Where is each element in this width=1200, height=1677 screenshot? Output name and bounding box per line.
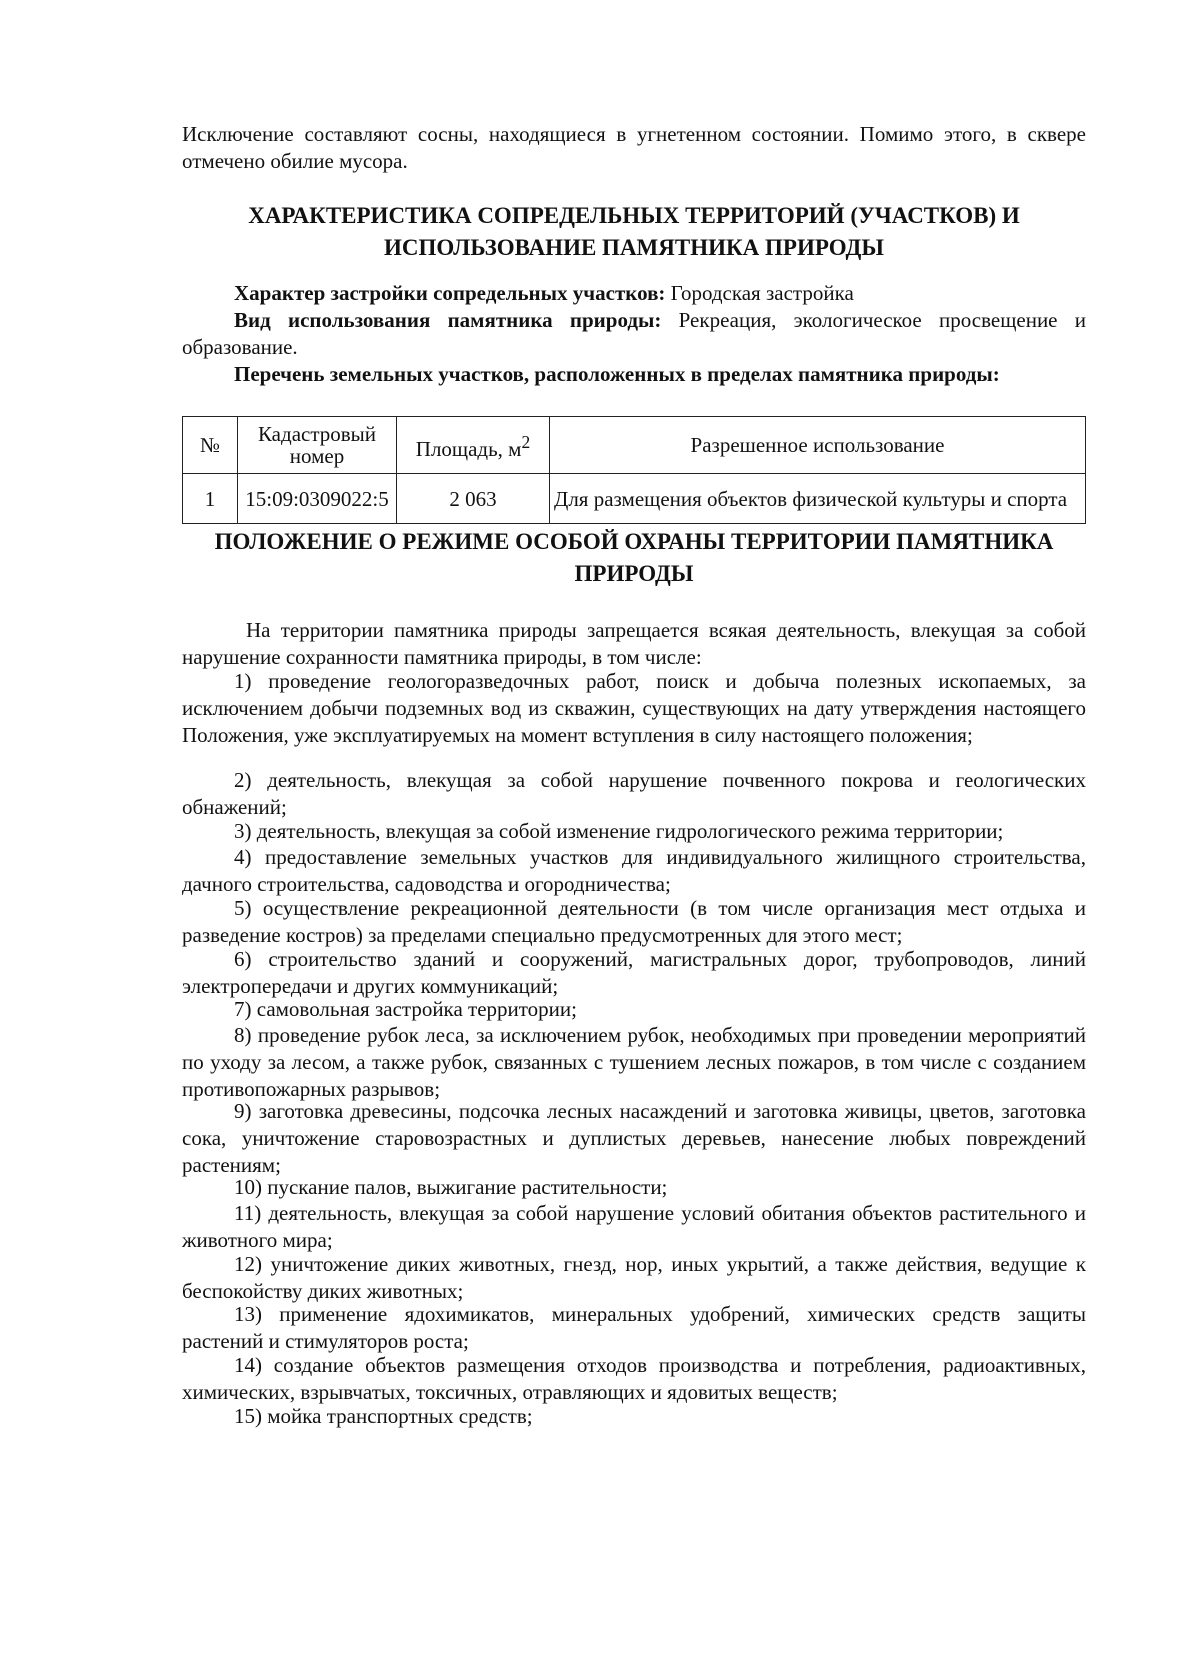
usage-value: Рекреация, экологическое просвещение и образование. — [182, 308, 1086, 359]
list-item: 11) деятельность, влекущая за собой нарушение условий обитания объектов растительного и животного мира; — [182, 1201, 1086, 1252]
header-area — [397, 417, 550, 474]
list-item: 6) строительство зданий и сооружений, магистральных дорог, трубопроводов, линий электропередачи и других коммуникаций; — [182, 947, 1086, 998]
header-cadastral: Кадастровый номер — [238, 417, 397, 474]
list-item: 9) заготовка древесины, подсочка лесных насаждений и заготовка живицы, цветов, заготовка сока, уничтожение старовозрастных и дуплистых деревьев, нанесение любых повреждений растениям; — [182, 1099, 1086, 1177]
list-item: 5) осуществление рекреационной деятельности (в том числе организация мест отдыха и разведение костров) за пределами специально предусмотренных для этого мест; — [182, 896, 1086, 947]
cell-usage: Для размещения объектов физической культуры и спорта — [550, 474, 1086, 524]
header-usage: Разрешенное использование — [550, 417, 1086, 474]
list-item: 13) применение ядохимикатов, минеральных удобрений, химических средств защиты растений и стимуляторов роста; — [182, 1302, 1086, 1353]
list-item: 8) проведение рубок леса, за исключением рубок, необходимых при проведении мероприятий по уходу за лесом, а также рубок, связанных с тушением лесных пожаров, в том числе с созданием противопожарных разрывов; — [182, 1023, 1086, 1101]
cell-cadastral: 15:09:0309022:5 — [238, 474, 397, 524]
development-label: Характер застройки сопредельных участков: — [234, 281, 666, 305]
table-header-row — [183, 417, 1086, 474]
plots-list-label: Перечень земельных участков, расположенных в пределах памятника природы: — [234, 362, 1000, 386]
list-item: 4) предоставление земельных участков для индивидуального жилищного строительства, дачного строительства, садоводства и огородничества; — [182, 845, 1086, 896]
header-number: № — [183, 417, 238, 474]
list-item: 7) самовольная застройка территории; — [234, 997, 577, 1021]
list-item: 15) мойка транспортных средств; — [234, 1404, 533, 1428]
land-plots-table — [182, 416, 1086, 524]
table-row — [183, 474, 1086, 524]
list-item: 3) деятельность, влекущая за собой изменение гидрологического режима территории; — [234, 819, 1004, 843]
section1-heading: ХАРАКТЕРИСТИКА СОПРЕДЕЛЬНЫХ ТЕРРИТОРИЙ (УЧАСТКОВ) И ИСПОЛЬЗОВАНИЕ ПАМЯТНИКА ПРИРОДЫ — [248, 203, 1020, 260]
usage-line — [182, 307, 1086, 361]
cell-area: 2 063 — [397, 474, 550, 524]
development-value: Городская застройка — [670, 281, 854, 305]
list-item: 14) создание объектов размещения отходов производства и потребления, радиоактивных, химических, взрывчатых, токсичных, отравляющих и ядовитых веществ; — [182, 1353, 1086, 1404]
list-item: 2) деятельность, влекущая за собой нарушение почвенного покрова и геологических обнажений; — [182, 768, 1086, 819]
usage-label: Вид использования памятника природы: — [234, 308, 662, 332]
section2-heading: ПОЛОЖЕНИЕ О РЕЖИМЕ ОСОБОЙ ОХРАНЫ ТЕРРИТОРИИ ПАМЯТНИКА ПРИРОДЫ — [214, 529, 1054, 586]
list-item: 1) проведение геологоразведочных работ, поиск и добыча полезных ископаемых, за исключением добычи подземных вод из скважин, существующих на дату утверждения настоящего Положения, уже эксплуатируемых на момент вступления в силу настоящего положения; — [182, 669, 1086, 747]
list-item: 10) пускание палов, выжигание растительности; — [234, 1175, 668, 1199]
cell-number: 1 — [183, 474, 238, 524]
list-item: 12) уничтожение диких животных, гнезд, нор, иных укрытий, а также действия, ведущие к беспокойству диких животных; — [182, 1252, 1086, 1303]
intro-paragraph: Исключение составляют сосны, находящиеся в угнетенном состоянии. Помимо этого, в сквере отмечено обилие мусора. — [182, 122, 1086, 173]
development-line — [182, 280, 1086, 307]
header-area-unit: 2 — [521, 431, 531, 452]
header-area-label: Площадь, м — [415, 436, 522, 461]
regime-intro: На территории памятника природы запрещается всякая деятельность, влекущая за собой нарушение сохранности памятника природы, в том числе: — [182, 618, 1086, 669]
